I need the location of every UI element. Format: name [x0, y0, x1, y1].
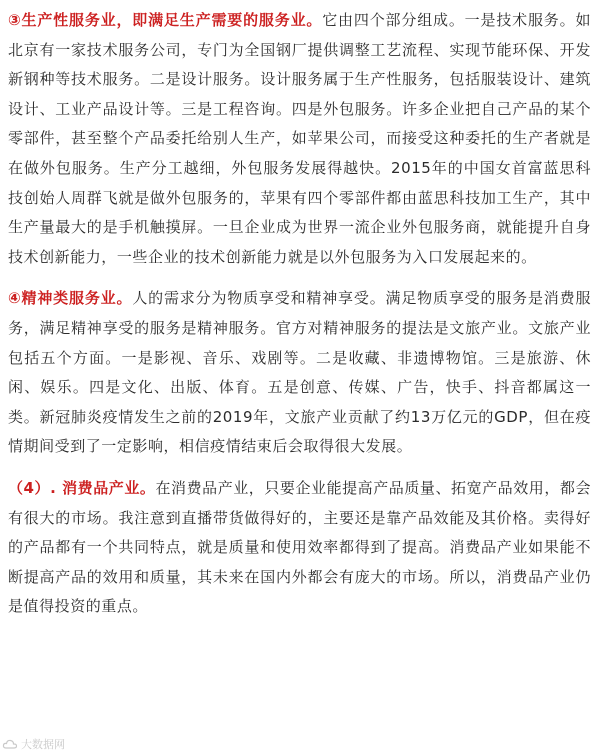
paragraph-spiritual-services — [8, 284, 591, 462]
watermark-text: 大数据网 — [21, 738, 65, 751]
paragraph-text: 人的需求分为物质享受和精神享受。满足物质享受的服务是消费服务，满足精神享受的服务是精神服务。官方对精神服务的提法是文旅产业。文旅产业包括五个方面。一是影视、音乐、戏剧等。二是收藏、非遗博物馆。三是旅游、休闲、娱乐。四是文化、出版、体育。五是创意、传媒、广告，快手、抖音都属这一类。新冠肺炎疫情发生之前的2019年，文旅产业贡献了约13万亿元的GDP，但在疫情期间受到了一定影响，相信疫情结束后会取得很大发展。 — [8, 289, 591, 456]
paragraph-text: 它由四个部分组成。一是技术服务。如北京有一家技术服务公司，专门为全国钢厂提供调整工艺流程、实现节能环保、开发新钢种等技术服务。二是设计服务。设计服务属于生产性服务，包括服装设计、建筑设计、工业产品设计等。三是工程咨询。四是外包服务。许多企业把自己产品的某个零部件，甚至整个产品委托给别人生产，如苹果公司，而接受这种委托的生产者就是在做外包服务。生产分工越细，外包服务发展得越快。2015年的中国女首富蓝思科技创始人周群飞就是做外包服务的，苹果有四个零部件都由蓝思科技加工生产，其中生产量最大的是手机触摸屏。一旦企业成为世界一流企业外包服务商，就能提升自身技术创新能力，一些企业的技术创新能力就是以外包服务为入口发展起来的。 — [8, 11, 592, 266]
paragraph-heading: （4）. 消费品产业。 — [8, 478, 156, 497]
cloud-logo-icon — [2, 738, 18, 750]
paragraph-producer-services — [8, 6, 591, 272]
paragraph-heading: ③生产性服务业，即满足生产需要的服务业。 — [8, 11, 323, 29]
paragraph-text: 在消费品产业，只要企业能提高产品质量、拓宽产品效用，都会有很大的市场。我注意到直播带货做得好的，主要还是靠产品效能及其价格。卖得好的产品都有一个共同特点，就是质量和使用效率都得到了提高。消费品产业如果能不断提高产品的效用和质量，其未来在国内外都会有庞大的市场。所以，消费品产业仍是值得投资的重点。 — [8, 478, 591, 616]
paragraph-consumer-goods — [8, 474, 591, 622]
paragraph-heading: ④精神类服务业。 — [8, 289, 133, 308]
watermark — [2, 736, 65, 752]
article-body — [8, 6, 591, 622]
